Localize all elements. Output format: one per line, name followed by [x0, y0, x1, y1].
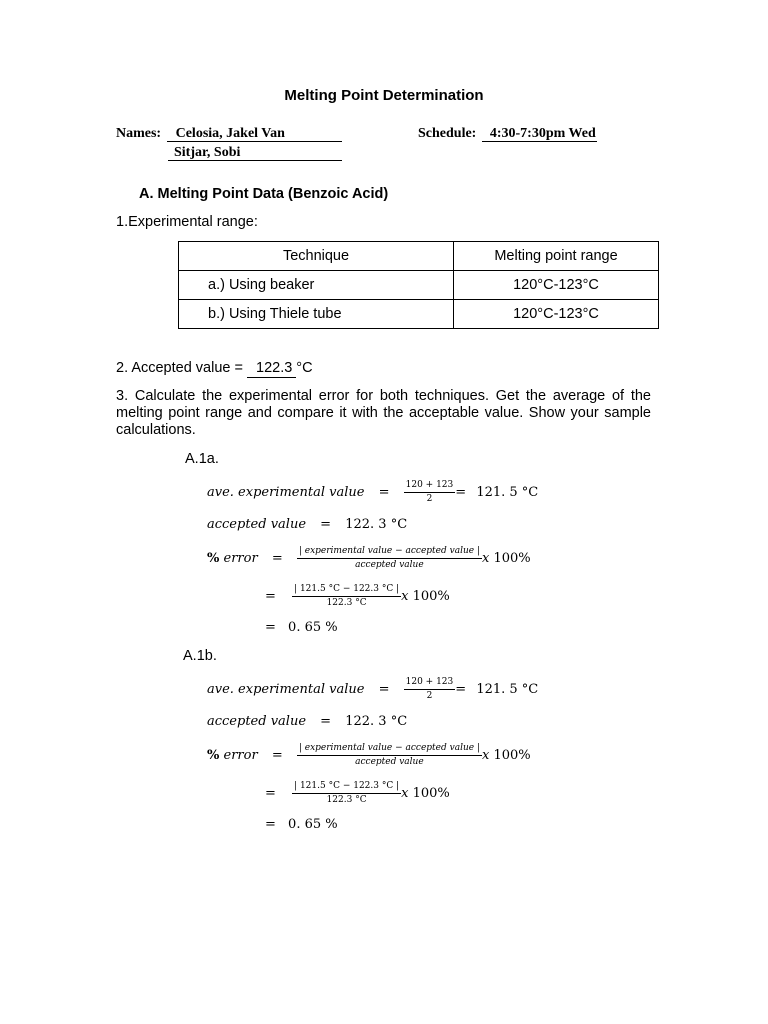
- times-symbol: x: [401, 786, 409, 801]
- accepted-value-label: 2. Accepted value =: [116, 360, 243, 376]
- table-row: [179, 271, 659, 300]
- error-equation-a1b: % error = $\frac{\text{| experimental value − accepted value |}}{\text{accepted value}}$ x 100%: [207, 743, 531, 767]
- item-1-heading: 1.Experimental range:: [116, 214, 258, 230]
- error-result: 0. 65 %: [288, 620, 338, 635]
- hundred-percent: 100%: [493, 551, 531, 566]
- page-title: Melting Point Determination: [284, 87, 484, 104]
- hundred-percent: 100%: [493, 748, 531, 763]
- sub-fraction: [292, 781, 401, 806]
- accepted-value-line: [116, 360, 313, 378]
- ave-lhs: ave. experimental value: [207, 485, 365, 500]
- calc-label-a1a: A.1a.: [185, 451, 219, 467]
- name-1: Celosia, Jakel Van: [167, 126, 342, 142]
- ave-fraction: [404, 480, 456, 505]
- percent-symbol: %: [207, 551, 220, 566]
- sub-denominator: 122.3 °C: [326, 795, 367, 805]
- table-cell: b.) Using Thiele tube: [179, 300, 454, 329]
- sub-fraction: [292, 584, 401, 609]
- ave-equation-a1b: ave. experimental value = $\frac{120 + 123}{2}$ = 121. 5 °C: [207, 677, 539, 701]
- times-symbol: x: [481, 551, 490, 566]
- error-fraction: [297, 743, 482, 768]
- accepted-value: 122.3: [247, 360, 296, 378]
- schedule-value: 4:30-7:30pm Wed: [482, 126, 597, 142]
- ave-fraction: [404, 677, 456, 702]
- times-symbol: x: [481, 748, 490, 763]
- hundred-percent: 100%: [412, 786, 450, 801]
- acc-lhs: accepted value: [207, 714, 307, 729]
- error-denominator: accepted value: [355, 560, 424, 570]
- table-header-row: [179, 242, 659, 271]
- ave-numerator: 120 + 123: [404, 677, 456, 690]
- acc-lhs: accepted value: [207, 517, 307, 532]
- sub-numerator: | 121.5 °C − 122.3 °C |: [292, 781, 401, 794]
- name-2: Sitjar, Sobi: [168, 145, 342, 161]
- error-word: error: [223, 748, 258, 763]
- ave-result: 121. 5 °C: [476, 485, 539, 500]
- acc-result: 122. 3 °C: [345, 517, 408, 532]
- error-word: error: [223, 551, 258, 566]
- section-heading: A. Melting Point Data (Benzoic Acid): [139, 186, 389, 202]
- ave-equation-a1a: ave. experimental value = $\frac{120 + 123}{2}$ = 121. 5 °C: [207, 480, 539, 504]
- schedule-row: [418, 126, 597, 142]
- result-a1b: = 0. 65 %: [265, 817, 338, 832]
- error-denominator: accepted value: [355, 757, 424, 767]
- table-cell: 120°C-123°C: [454, 271, 659, 300]
- acc-result: 122. 3 °C: [345, 714, 408, 729]
- error-fraction: [297, 546, 482, 571]
- schedule-label: Schedule:: [418, 126, 477, 141]
- sub-numerator: | 121.5 °C − 122.3 °C |: [292, 584, 401, 597]
- sub-denominator: 122.3 °C: [326, 598, 367, 608]
- melting-point-table: [178, 241, 659, 329]
- percent-symbol: %: [207, 748, 220, 763]
- ave-denominator: 2: [426, 691, 433, 701]
- table-cell: a.) Using beaker: [179, 271, 454, 300]
- accepted-equation-a1b: accepted value = 122. 3 °C: [207, 714, 408, 729]
- accepted-equation-a1a: accepted value = 122. 3 °C: [207, 517, 408, 532]
- result-a1a: = 0. 65 %: [265, 620, 338, 635]
- ave-lhs: ave. experimental value: [207, 682, 365, 697]
- names-label: Names:: [116, 126, 162, 141]
- table-cell: 120°C-123°C: [454, 300, 659, 329]
- substitution-a1a: = $\frac{| 121.5 ^\circ C - 122.3 ^\circ C |}{122.3 ^\circ C}$ x 100%: [265, 584, 450, 608]
- calc-label-a1b: A.1b.: [183, 648, 217, 664]
- error-equation-a1a: % error = $\frac{\text{| experimental value − accepted value |}}{\text{accepted value}}$ x 100%: [207, 546, 531, 570]
- names-row-2: [168, 145, 342, 161]
- ave-denominator: 2: [426, 494, 433, 504]
- ave-numerator: 120 + 123: [404, 480, 456, 493]
- error-result: 0. 65 %: [288, 817, 338, 832]
- item-3-instructions: 3. Calculate the experimental error for both techniques. Get the average of the melting point range and compare it with the acceptable value. Show your sample calculations.: [116, 388, 651, 438]
- times-symbol: x: [401, 589, 409, 604]
- hundred-percent: 100%: [412, 589, 450, 604]
- table-row: [179, 300, 659, 329]
- accepted-value-unit: °C: [296, 360, 313, 376]
- names-row: [116, 126, 342, 142]
- error-numerator: | experimental value − accepted value |: [297, 546, 482, 559]
- table-header: Melting point range: [454, 242, 659, 271]
- error-numerator: | experimental value − accepted value |: [297, 743, 482, 756]
- table-header: Technique: [179, 242, 454, 271]
- substitution-a1b: = $\frac{| 121.5 ^\circ C - 122.3 ^\circ C |}{122.3 ^\circ C}$ x 100%: [265, 781, 450, 805]
- ave-result: 121. 5 °C: [476, 682, 539, 697]
